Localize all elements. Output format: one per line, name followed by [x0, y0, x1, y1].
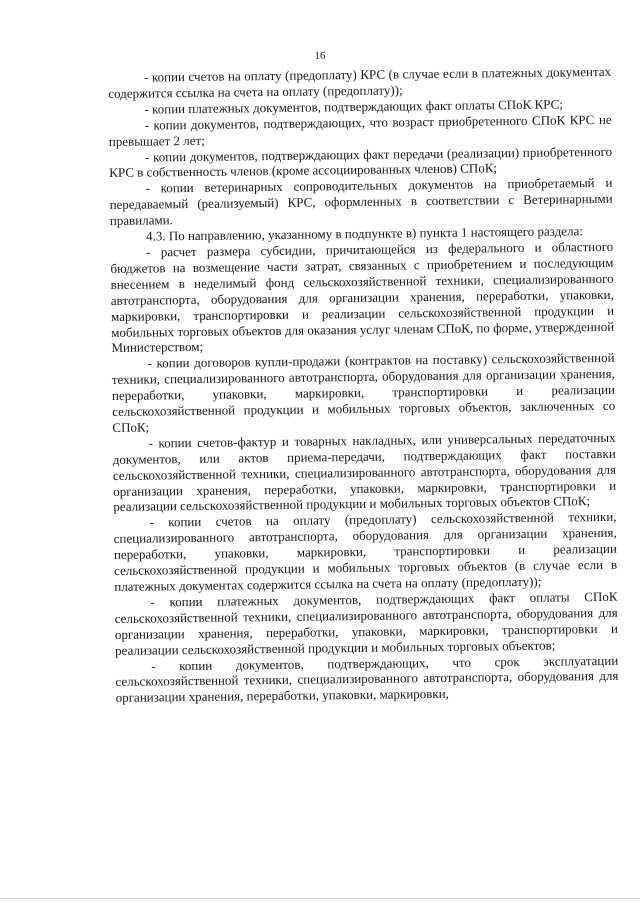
paragraph: - расчет размера субсидии, причитающейся из федерального и областного бюджетов на возмещение части затрат, связанных с приобретением и последующим внесением в неделимый фонд сельскохозяйственной техники, специализированного автотранспорта, оборудования для организации хранения, переработки, упаковки, маркировки, транспортировки и реализации сельскохозяйственной продукции и мобильных торговых объектов для оказания услуг членам СПоК, по форме, утвержденной Министерством;	[110, 238, 615, 356]
paragraph: - копии платежных документов, подтверждающих факт оплаты СПоК КРС;	[144, 96, 563, 117]
paragraph: - копии договоров купли-продажи (контрактов на поставку) сельскохозяйственной техники, специализированного автотранспорта, оборудования для организации хранения, переработки, упаковки, маркировки, транспортировки и реализации сельскохозяйственной продукции и мобильных торговых объектов, заключенных со СПоК;	[111, 350, 616, 435]
paragraph: - копии ветеринарных сопроводительных документов на приобретаемый и передаваемый (реализуемый) КРС, оформленных в соответствии с Ветеринарными правилами.	[109, 175, 613, 229]
document-body	[108, 64, 619, 706]
paragraph: - копии счетов на оплату (предоплату) КРС (в случае если в платежных документах содержится ссылка на счета на оплату (предоплату));	[108, 63, 612, 101]
section-heading: 4.3. По направлению, указанному в подпункте в) пункта 1 настоящего раздела:	[145, 223, 583, 244]
paragraph: - копии счетов-фактур и товарных накладных, или универсальных передаточных документов, или актов приема-передачи, подтверждающих факт поставки сельскохозяйственной техники, специализированного автотранспорта, оборудования для организации хранения, переработки, упаковки, маркировки, транспортировки и реализации сельскохозяйственной продукции и мобильных торговых объектов СПоК;	[112, 429, 617, 515]
paragraph: - копии счетов на оплату (предоплату) сельскохозяйственной техники, специализированного автотранспорта, оборудования для организации хранения, переработки, упаковки, маркировки, транспортировки и реализации сельскохозяйственной продукции и мобильных торговых объектов (в случае если в платежных документах содержится ссылка на счета на оплату (предоплату));	[113, 509, 618, 594]
paragraph: - копии платежных документов, подтверждающих факт оплаты СПоК сельскохозяйственной техники, специализированного автотранспорта, оборудования для организации хранения, переработки, упаковки, маркировки, транспортировки и реализации сельскохозяйственной продукции и мобильных торговых объектов;	[114, 588, 618, 658]
page-number: 16	[314, 50, 326, 62]
paragraph: - копии документов, подтверждающих факт передачи (реализации) приобретенного КРС в собственность членов (кроме ассоциированных членов) СПоК;	[109, 143, 613, 181]
scan-edge-divider	[0, 898, 640, 899]
paragraph: - копии документов, подтверждающих, что возраст приобретенного СПоК КРС не превышает 2 лет;	[108, 111, 612, 149]
paragraph: - копии документов, подтверждающих, что срок эксплуатации сельскохозяйственной техники, специализированного автотранспорта, оборудования для организации хранения, переработки, упаковки, маркировки,	[115, 652, 619, 706]
